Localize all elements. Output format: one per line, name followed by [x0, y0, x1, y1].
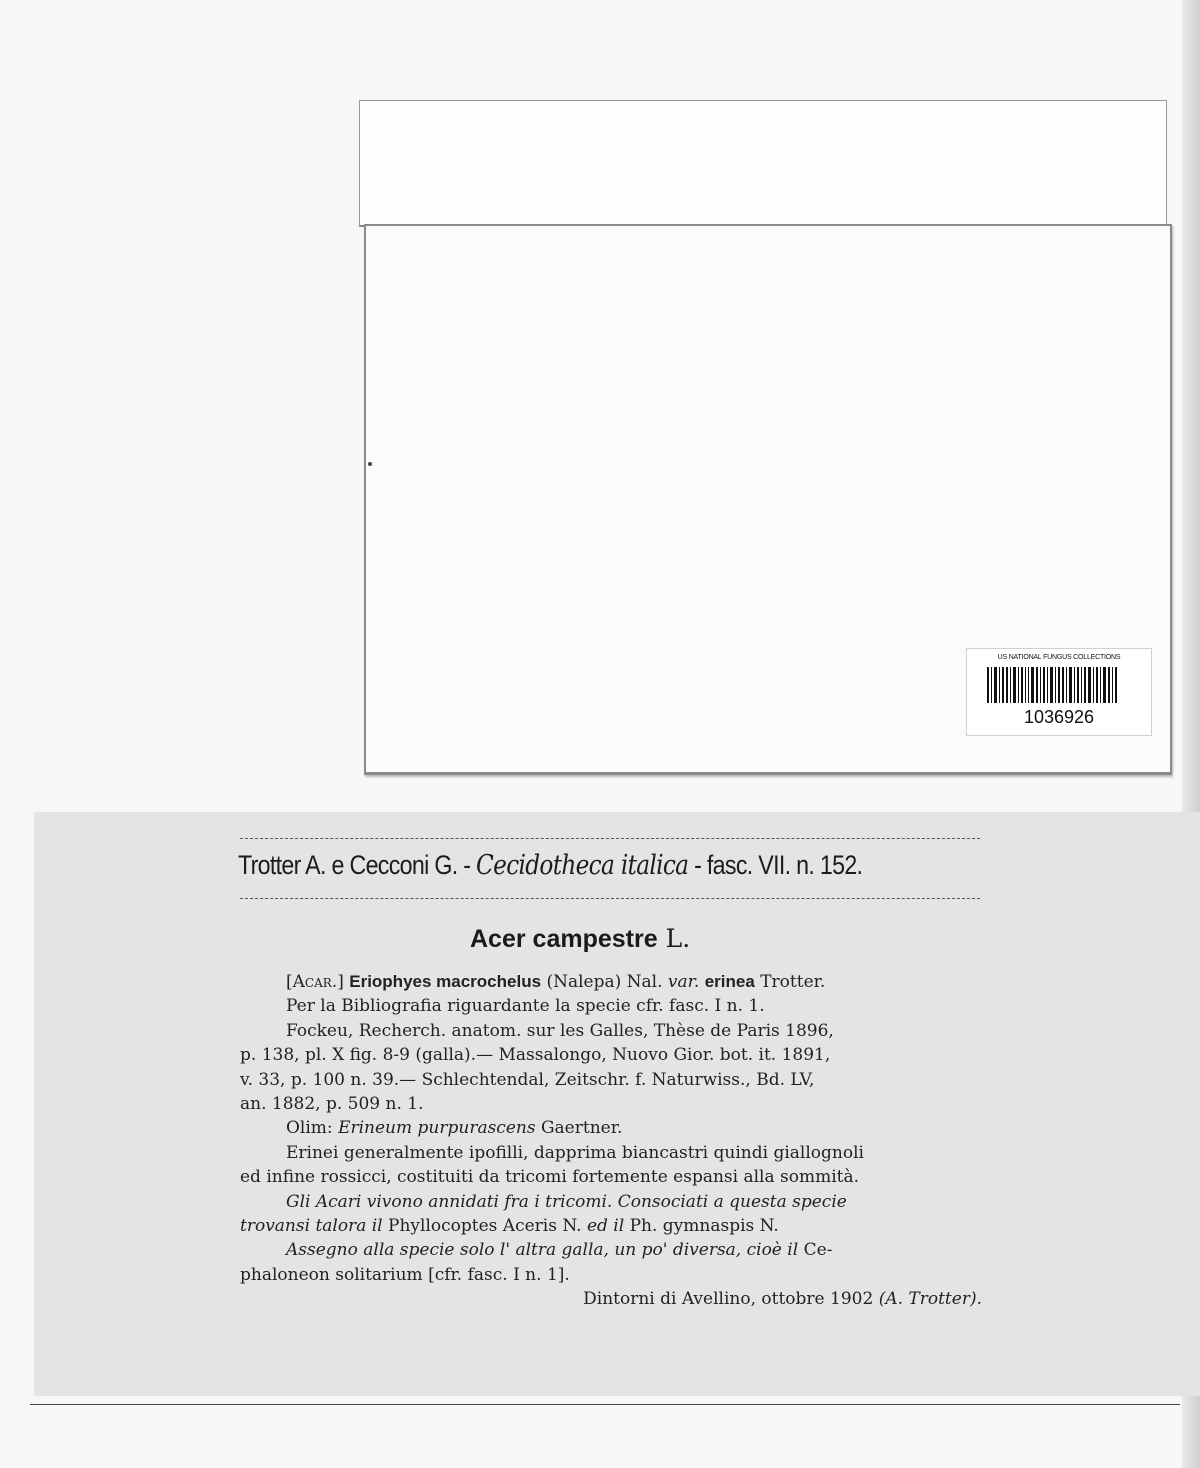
label-rule-middle [240, 898, 980, 899]
label-line-8: Erinei generalmente ipofilli, dapprima biancastri quindi giallognoli [286, 1142, 864, 1163]
host-author: L. [665, 924, 691, 953]
label-rule-top [240, 838, 980, 839]
label-line-4: p. 138, pl. X fig. 8-9 (galla).— Massalongo, Nuovo Gior. bot. it. 1891, [240, 1045, 831, 1066]
label-line-7: Olim: Erineum purpurascens Gaertner. [286, 1118, 623, 1139]
label-line-2: Per la Bibliografia riguardante la specie cfr. fasc. I n. 1. [286, 996, 765, 1017]
host-species: Acer campestre [470, 925, 658, 953]
label-line-13: phaloneon solitarium [cfr. fasc. I n. 1]. [240, 1264, 570, 1285]
label-line-10: Gli Acari vivono annidati fra i tricomi. Consociati a questa specie [286, 1191, 847, 1212]
label-line-12: Assegno alla specie solo l' altra galla, un po' diversa, cioè il Ce- [286, 1240, 833, 1261]
barcode-institution: US NATIONAL FUNGUS COLLECTIONS [997, 654, 1121, 661]
ink-mark [368, 462, 372, 466]
barcode-label [966, 648, 1152, 736]
envelope-flap [359, 100, 1167, 227]
header-fascicle: fasc. VII. n. 152. [706, 850, 863, 880]
label-line-14: Dintorni di Avellino, ottobre 1902 (A. Trotter). [583, 1289, 982, 1310]
label-header: Trotter A. e Cecconi G. - Cecidotheca italica - fasc. VII. n. 152. [238, 850, 863, 881]
header-work: Cecidotheca italica [476, 850, 689, 881]
header-authors: Trotter A. e Cecconi G. [238, 850, 458, 880]
label-line-1: [Acar.] Eriophyes macrochelus (Nalepa) Nal. var. erinea Trotter. [286, 972, 826, 992]
label-line-11: trovansi talora il Phyllocoptes Aceris N. ed il Ph. gymnaspis N. [240, 1216, 779, 1237]
host-name [470, 924, 690, 954]
label-line-5: v. 33, p. 100 n. 39.— Schlechtendal, Zeitschr. f. Naturwiss., Bd. LV, [240, 1069, 815, 1090]
label-line-9: ed infine rossicci, costituiti da tricomi fortemente espansi alla sommità. [240, 1167, 860, 1188]
label-body [240, 970, 982, 1312]
barcode-bars [987, 667, 1137, 703]
label-rule-bottom [30, 1404, 1180, 1405]
label-line-3: Fockeu, Recherch. anatom. sur les Galles, Thèse de Paris 1896, [286, 1020, 834, 1041]
barcode-number: 1036926 [1023, 707, 1095, 727]
label-line-6: an. 1882, p. 509 n. 1. [240, 1094, 424, 1115]
